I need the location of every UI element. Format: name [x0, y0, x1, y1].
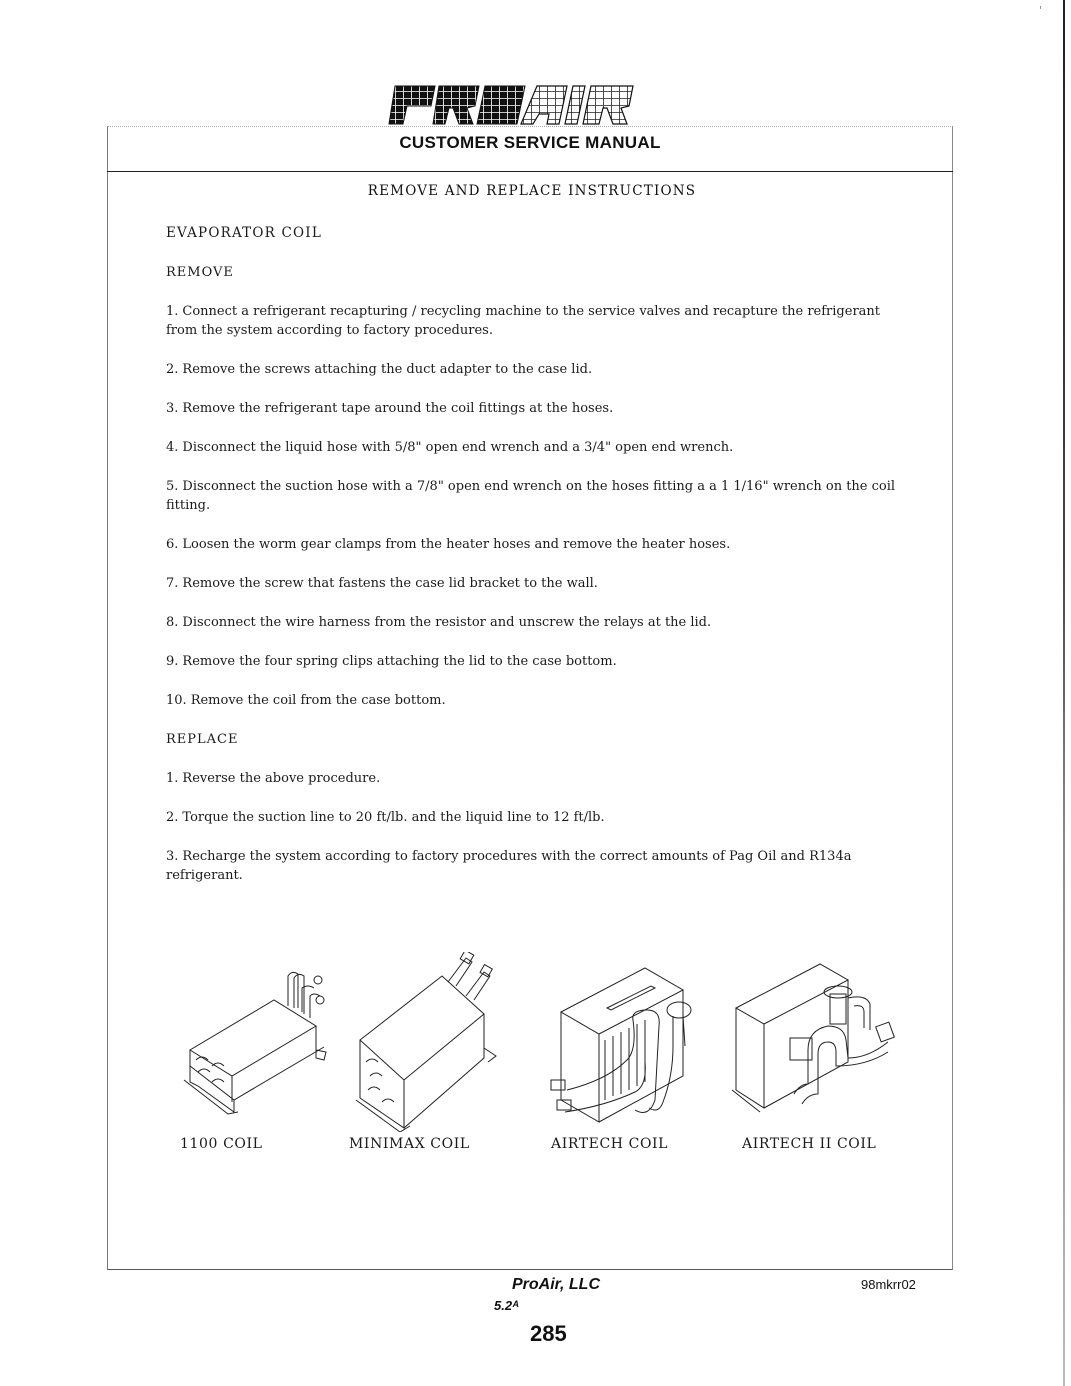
remove-step [166, 302, 906, 340]
figure-label: MINIMAX COIL [349, 1136, 470, 1152]
step-number: 10. [166, 693, 187, 708]
step-text: Remove the four spring clips attaching the lid to the case bottom. [182, 654, 617, 669]
step-number: 7. [166, 576, 179, 591]
figure-airtech-ii-coil [730, 958, 906, 1126]
step-number: 6. [166, 537, 179, 552]
step-text: Remove the screws attaching the duct adapter to the case lid. [182, 362, 593, 377]
proair-grid-logo-icon [387, 84, 639, 126]
step-number: 9. [166, 654, 179, 669]
footer-section: 5.2ᴬ [494, 1298, 519, 1313]
figure-label: AIRTECH II COIL [742, 1136, 877, 1152]
coil-airtech-illustration [545, 950, 695, 1128]
figure-1100-coil [176, 952, 346, 1122]
step-text: Reverse the above procedure. [182, 771, 381, 786]
remove-step [166, 613, 906, 632]
remove-step [166, 535, 906, 554]
replace-step [166, 769, 906, 788]
remove-heading: REMOVE [166, 265, 234, 280]
instructions-body [166, 224, 906, 885]
figure-airtech-coil [545, 950, 695, 1128]
step-text: Recharge the system according to factory procedures with the correct amounts of Pag Oil and R134a refrigerant. [166, 849, 852, 883]
figure-minimax-coil [348, 952, 508, 1132]
footer-doc-code: 98mkrr02 [861, 1277, 916, 1292]
manual-title: CUSTOMER SERVICE MANUAL [399, 133, 661, 152]
coil-minimax-illustration [348, 952, 508, 1132]
replace-heading: REPLACE [166, 732, 239, 747]
step-text: Torque the suction line to 20 ft/lb. and the liquid line to 12 ft/lb. [182, 810, 605, 825]
coil-figures [160, 950, 940, 1150]
step-text: Disconnect the liquid hose with 5/8" open end wrench and a 3/4" open end wrench. [182, 440, 734, 455]
step-number: 2. [166, 810, 179, 825]
step-text: Disconnect the wire harness from the resistor and unscrew the relays at the lid. [182, 615, 712, 630]
remove-step [166, 399, 906, 418]
remove-step [166, 691, 906, 710]
page-number: 285 [530, 1321, 567, 1346]
step-text: Disconnect the suction hose with a 7/8" open end wrench on the hoses fitting a a 1 1/16" wrench on the coil fitting. [166, 479, 896, 513]
scan-artifact [1040, 6, 1041, 9]
step-number: 1. [166, 771, 179, 786]
step-number: 8. [166, 615, 179, 630]
remove-step [166, 652, 906, 671]
scan-edge-line [1063, 0, 1065, 1386]
step-number: 3. [166, 849, 179, 864]
remove-step [166, 360, 906, 379]
figure-label: AIRTECH COIL [551, 1136, 669, 1152]
component-heading: EVAPORATOR COIL [166, 225, 322, 241]
replace-step [166, 847, 906, 885]
replace-step [166, 808, 906, 827]
step-text: Remove the screw that fastens the case lid bracket to the wall. [182, 576, 598, 591]
step-number: 4. [166, 440, 179, 455]
step-text: Loosen the worm gear clamps from the heater hoses and remove the heater hoses. [182, 537, 731, 552]
step-text: Remove the refrigerant tape around the coil fittings at the hoses. [182, 401, 614, 416]
step-text: Connect a refrigerant recapturing / recycling machine to the service valves and recapture the refrigerant from the system according to factory procedures. [166, 304, 881, 338]
section-title: REMOVE AND REPLACE INSTRUCTIONS [367, 183, 697, 199]
remove-step [166, 477, 906, 515]
proair-logo [387, 84, 639, 126]
remove-step [166, 438, 906, 457]
step-number: 1. [166, 304, 179, 319]
coil-airtech-ii-illustration [730, 958, 906, 1126]
step-number: 5. [166, 479, 179, 494]
step-text: Remove the coil from the case bottom. [190, 693, 446, 708]
step-number: 2. [166, 362, 179, 377]
remove-step [166, 574, 906, 593]
step-number: 3. [166, 401, 179, 416]
coil-1100-illustration [176, 952, 346, 1122]
footer-company: ProAir, LLC [512, 1276, 601, 1293]
figure-label: 1100 COIL [180, 1136, 263, 1152]
header-separator [107, 171, 953, 172]
